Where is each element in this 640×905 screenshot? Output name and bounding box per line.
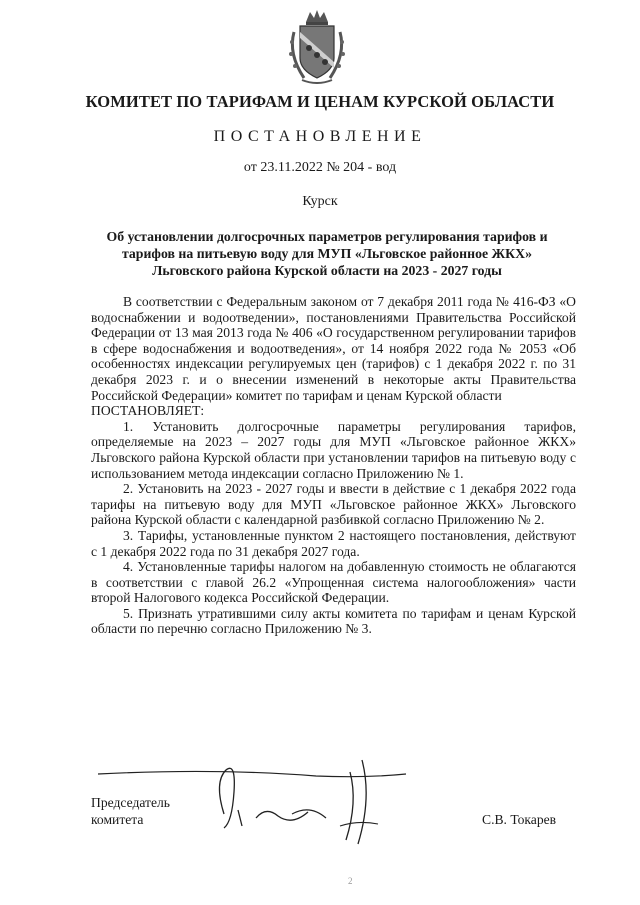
kursk-coat-of-arms-icon bbox=[286, 8, 348, 84]
document-subject: Об установлении долгосрочных параметров регулирования тарифов и тарифов на питьевую воду для МУП «Льговское районное ЖКХ» Льговского района Курской области на 2023 - 2027 годы bbox=[106, 229, 548, 278]
document-date-number: от 23.11.2022 № 204 - вод bbox=[243, 160, 397, 175]
signatory-title-line1: Председатель bbox=[91, 795, 170, 810]
signatory-title bbox=[91, 794, 170, 828]
clause-1: 1. Установить долгосрочные параметры регулирования тарифов, определяемые на 2023 – 2027 годы для МУП «Льговское районное ЖКХ» Льговского района Курской области при установлении тарифов на питьевую воду с использованием метода индексации согласно Приложению № 1. bbox=[91, 418, 576, 481]
document-type: ПОСТАНОВЛЕНИЕ bbox=[213, 128, 427, 145]
clause-2: 2. Установить на 2023 - 2027 годы и ввести в действие с 1 декабря 2022 года тарифы на питьевую воду для МУП «Льговское районное ЖКХ» Льговского района Курской области с календарной разбивкой согласно Приложению № 2. bbox=[91, 481, 576, 528]
signatory-name: С.В. Токарев bbox=[482, 812, 557, 827]
decree-word: ПОСТАНОВЛЯЕТ: bbox=[91, 403, 205, 419]
page-mark: 2 bbox=[348, 876, 353, 886]
clause-3: 3. Тарифы, установленные пунктом 2 настоящего постановления, действуют с 1 декабря 2022 года по 31 декабря 2027 года. bbox=[91, 527, 576, 559]
committee-title: КОМИТЕТ ПО ТАРИФАМ И ЦЕНАМ КУРСКОЙ ОБЛАСТИ bbox=[85, 92, 555, 111]
document-city: Курск bbox=[302, 194, 338, 209]
clause-4: 4. Установленные тарифы налогом на добавленную стоимость не облагаются в соответствии с главой 26.2 «Упрощенная система налогообложения» части второй Налогового кодекса Российской Федерации. bbox=[91, 559, 576, 606]
signatory-title-line2: комитета bbox=[91, 812, 144, 827]
document-body bbox=[91, 294, 576, 637]
clause-5: 5. Признать утратившими силу акты комитета по тарифам и ценам Курской области по перечню согласно Приложению № 3. bbox=[91, 605, 576, 637]
preamble-paragraph: В соответствии с Федеральным законом от 7 декабря 2011 года № 416-ФЗ «О водоснабжении и водоотведении», постановлениями Правительства Российской Федерации от 13 мая 2013 года № 406 «О государственном регулировании тарифов в сфере водоснабжения и водоотведения», от 14 ноября 2022 года № 2053 «Об особенностях индексации регулируемых цен (тарифов) с 1 декабря 2022 г. по 31 декабря 2023 г. и о внесении изменений в некоторые акты Правительства Российской Федерации» комитет по тарифам и ценам Курской области bbox=[91, 294, 576, 403]
